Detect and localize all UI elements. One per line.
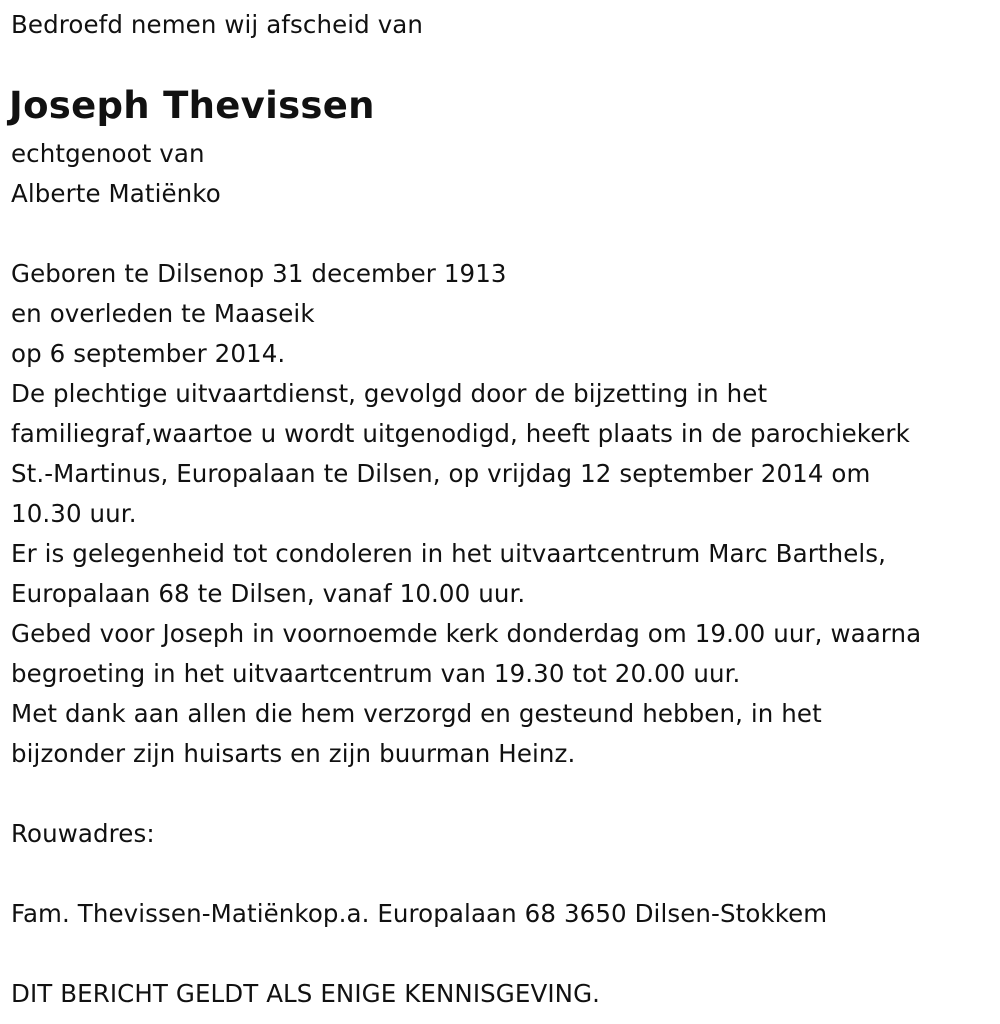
funeral-line-2: familiegraf,waartoe u wordt uitgenodigd, heeft plaats in de parochiekerk [11,419,910,448]
death-date-line: op 6 september 2014. [11,339,286,368]
funeral-line-1: De plechtige uitvaartdienst, gevolgd door de bijzetting in het [11,379,768,408]
intro-text: Bedroefd nemen wij afscheid van [11,10,424,39]
thanks-line-2: bijzonder zijn huisarts en zijn buurman Heinz. [11,739,576,768]
address-label: Rouwadres: [11,819,155,848]
birth-line: Geboren te Dilsenop 31 december 1913 [11,259,507,288]
condolence-line-1: Er is gelegenheid tot condoleren in het uitvaartcentrum Marc Barthels, [11,539,887,568]
mourning-address: Fam. Thevissen-Matiënkop.a. Europalaan 68 3650 Dilsen-Stokkem [11,899,828,928]
deceased-name: Joseph Thevissen [9,84,375,127]
closing-notice: DIT BERICHT GELDT ALS ENIGE KENNISGEVING. [11,979,601,1008]
funeral-line-3: St.-Martinus, Europalaan te Dilsen, op vrijdag 12 september 2014 om [11,459,871,488]
funeral-line-4: 10.30 uur. [11,499,137,528]
prayer-line-2: begroeting in het uitvaartcentrum van 19.30 tot 20.00 uur. [11,659,741,688]
thanks-line-1: Met dank aan allen die hem verzorgd en gesteund hebben, in het [11,699,822,728]
death-place-line: en overleden te Maaseik [11,299,315,328]
prayer-line-1: Gebed voor Joseph in voornoemde kerk donderdag om 19.00 uur, waarna [11,619,922,648]
spouse-label: echtgenoot van [11,139,205,168]
condolence-line-2: Europalaan 68 te Dilsen, vanaf 10.00 uur. [11,579,526,608]
spouse-name: Alberte Matiënko [11,179,221,208]
